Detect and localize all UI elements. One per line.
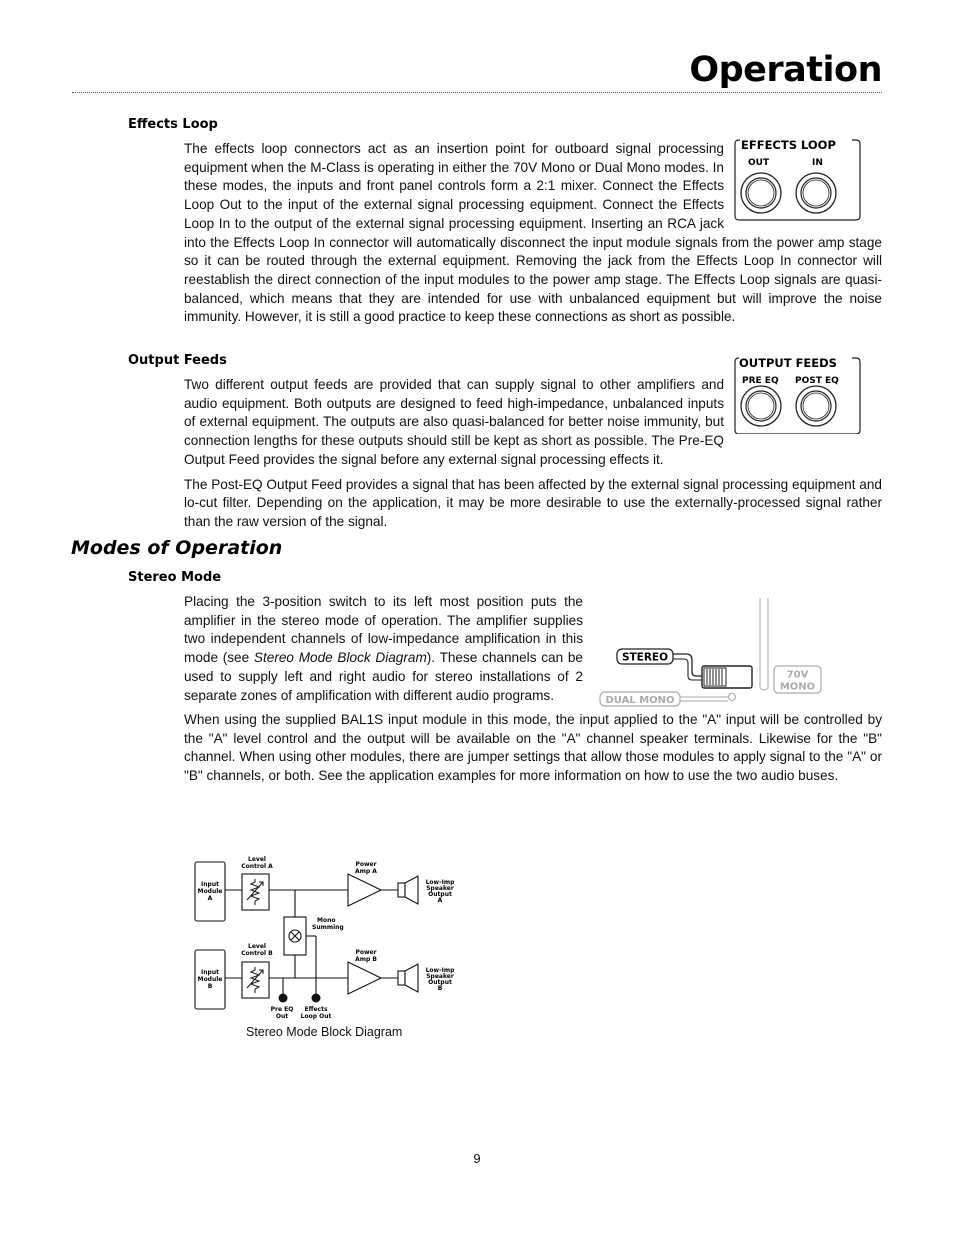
svg-text:Level: Level xyxy=(248,856,266,863)
svg-text:Amp A: Amp A xyxy=(355,868,377,875)
svg-text:A: A xyxy=(437,897,443,904)
mono-70v-label-line1: 70V xyxy=(786,669,809,681)
output-feeds-heading: Output Feeds xyxy=(128,353,227,368)
svg-text:Summing: Summing xyxy=(312,924,344,931)
effects-loop-in-label: IN xyxy=(812,158,823,168)
svg-text:Module: Module xyxy=(197,976,223,983)
block-diagram-caption: Stereo Mode Block Diagram xyxy=(246,1025,403,1039)
effects-loop-out-label: OUT xyxy=(748,158,770,168)
rca-jack-post-eq-icon xyxy=(796,386,836,426)
effects-loop-paragraph: The effects loop connectors act as an insertion point for outboard signal processing equipment when the M-Class is operating in either the 70V Mono or Dual Mono modes. In these modes, the inputs and front panel controls form a 2:1 mixer. Connect the Effects Loop Out to the input of the external signal processing equipment. Connect the Effects Loop In to the output of the external signal processing equipment. Inserting an RCA jack into the Effects Loop In connector will automatically disconnect the input module signals from the power amp stage so it can be routed through the external equipment. Removing the jack from the Effects Loop In connector will reestablish the direct connection of the input modules to the power amp stage. The Effects Loop signals are quasi-balanced, which means that they are intended for use with unbalanced equipment but will improve the noise immunity. However, it is still a good practice to keep these connections as short as possible. xyxy=(184,141,882,325)
svg-text:A: A xyxy=(207,895,213,902)
speaker-a-icon xyxy=(398,876,418,904)
modes-heading: Modes of Operation xyxy=(71,537,283,559)
speaker-b-icon xyxy=(398,964,418,992)
svg-text:Control A: Control A xyxy=(241,863,273,870)
svg-text:Pre EQ: Pre EQ xyxy=(270,1006,294,1013)
output-feeds-jacks-figure xyxy=(732,356,882,434)
stereo-mode-block-diagram xyxy=(190,852,470,1024)
dual-mono-label: DUAL MONO xyxy=(605,695,675,706)
svg-text:Effects: Effects xyxy=(304,1006,328,1013)
stereo-mode-paragraph-1: Placing the 3-position switch to its left most position puts the amplifier in the stereo mode of operation. The amplifier supplies two independent channels of low-impedance amplification in this mode (see Stereo Mode Block Diagram). These channels can be used to supply left and right audio for stereo installations of 2 separate zones of amplification with different audio programs. xyxy=(184,594,583,703)
svg-text:Speaker: Speaker xyxy=(426,885,454,892)
svg-text:Out: Out xyxy=(275,1013,289,1020)
three-position-switch-icon xyxy=(702,666,752,688)
post-eq-label: POST EQ xyxy=(795,376,839,386)
page-number: 9 xyxy=(473,1151,481,1166)
svg-text:Output: Output xyxy=(428,891,452,898)
mode-switch-figure xyxy=(598,596,828,712)
svg-text:Module: Module xyxy=(197,888,223,895)
effects-loop-label: EFFECTS LOOP xyxy=(741,138,836,152)
effects-loop-jacks-figure xyxy=(732,138,882,224)
mono-70v-label-line2: MONO xyxy=(779,681,816,693)
output-feeds-label: OUTPUT FEEDS xyxy=(739,356,837,370)
svg-text:Low-Imp: Low-Imp xyxy=(425,879,455,886)
svg-text:Control B: Control B xyxy=(241,950,273,957)
svg-text:B: B xyxy=(207,983,213,990)
svg-text:Level: Level xyxy=(248,943,266,950)
output-feeds-section xyxy=(184,356,882,532)
svg-text:Speaker: Speaker xyxy=(426,973,454,980)
svg-text:Loop Out: Loop Out xyxy=(300,1013,332,1020)
rca-jack-out-icon xyxy=(741,173,781,213)
svg-text:Input: Input xyxy=(201,881,219,888)
rca-jack-pre-eq-icon xyxy=(741,386,781,426)
header-rule xyxy=(72,92,882,93)
svg-text:B: B xyxy=(437,985,443,992)
svg-text:Low-Imp: Low-Imp xyxy=(425,967,455,974)
stereo-label: STEREO xyxy=(621,651,669,664)
svg-text:Amp B: Amp B xyxy=(355,956,377,963)
output-feeds-paragraph-1: Two different output feeds are provided that can supply signal to other amplifiers and audio equipment. Both outputs are designed to feed high-impedance, unbalanced inputs of external equipment. The outputs are also quasi-balanced for better noise immunity, but connection lengths for these outputs should still be kept as short as possible. The Pre-EQ Output Feed provides the signal before any external signal processing effects it. xyxy=(184,377,724,467)
stereo-mode-heading: Stereo Mode xyxy=(128,570,222,585)
svg-text:Output: Output xyxy=(428,979,452,986)
pre-eq-label: PRE EQ xyxy=(742,376,779,386)
rca-jack-in-icon xyxy=(796,173,836,213)
svg-text:Power: Power xyxy=(355,861,377,868)
svg-text:Mono: Mono xyxy=(317,917,336,924)
svg-text:Input: Input xyxy=(201,969,219,976)
effects-loop-section xyxy=(184,140,882,327)
effects-loop-heading: Effects Loop xyxy=(128,117,218,132)
page-title: Operation xyxy=(689,50,882,90)
stereo-mode-paragraph-2: When using the supplied BAL1S input module in this mode, the input applied to the "A" input will be controlled by the "A" level control and the output will be available on the "A" channel speaker terminals. Likewise for the "B" channel. When using other modules, there are jumper settings that allow those modules to apply signal to the "A" or "B" channels, or both. See the application examples for more information on how to use the two audio buses. xyxy=(184,712,882,784)
output-feeds-paragraph-2: The Post-EQ Output Feed provides a signal that has been affected by the external signal processing equipment and lo-cut filter. Depending on the application, it may be more desirable to use the externally-processed signal rather than the raw version of the signal. xyxy=(184,476,882,529)
svg-text:Power: Power xyxy=(355,949,377,956)
